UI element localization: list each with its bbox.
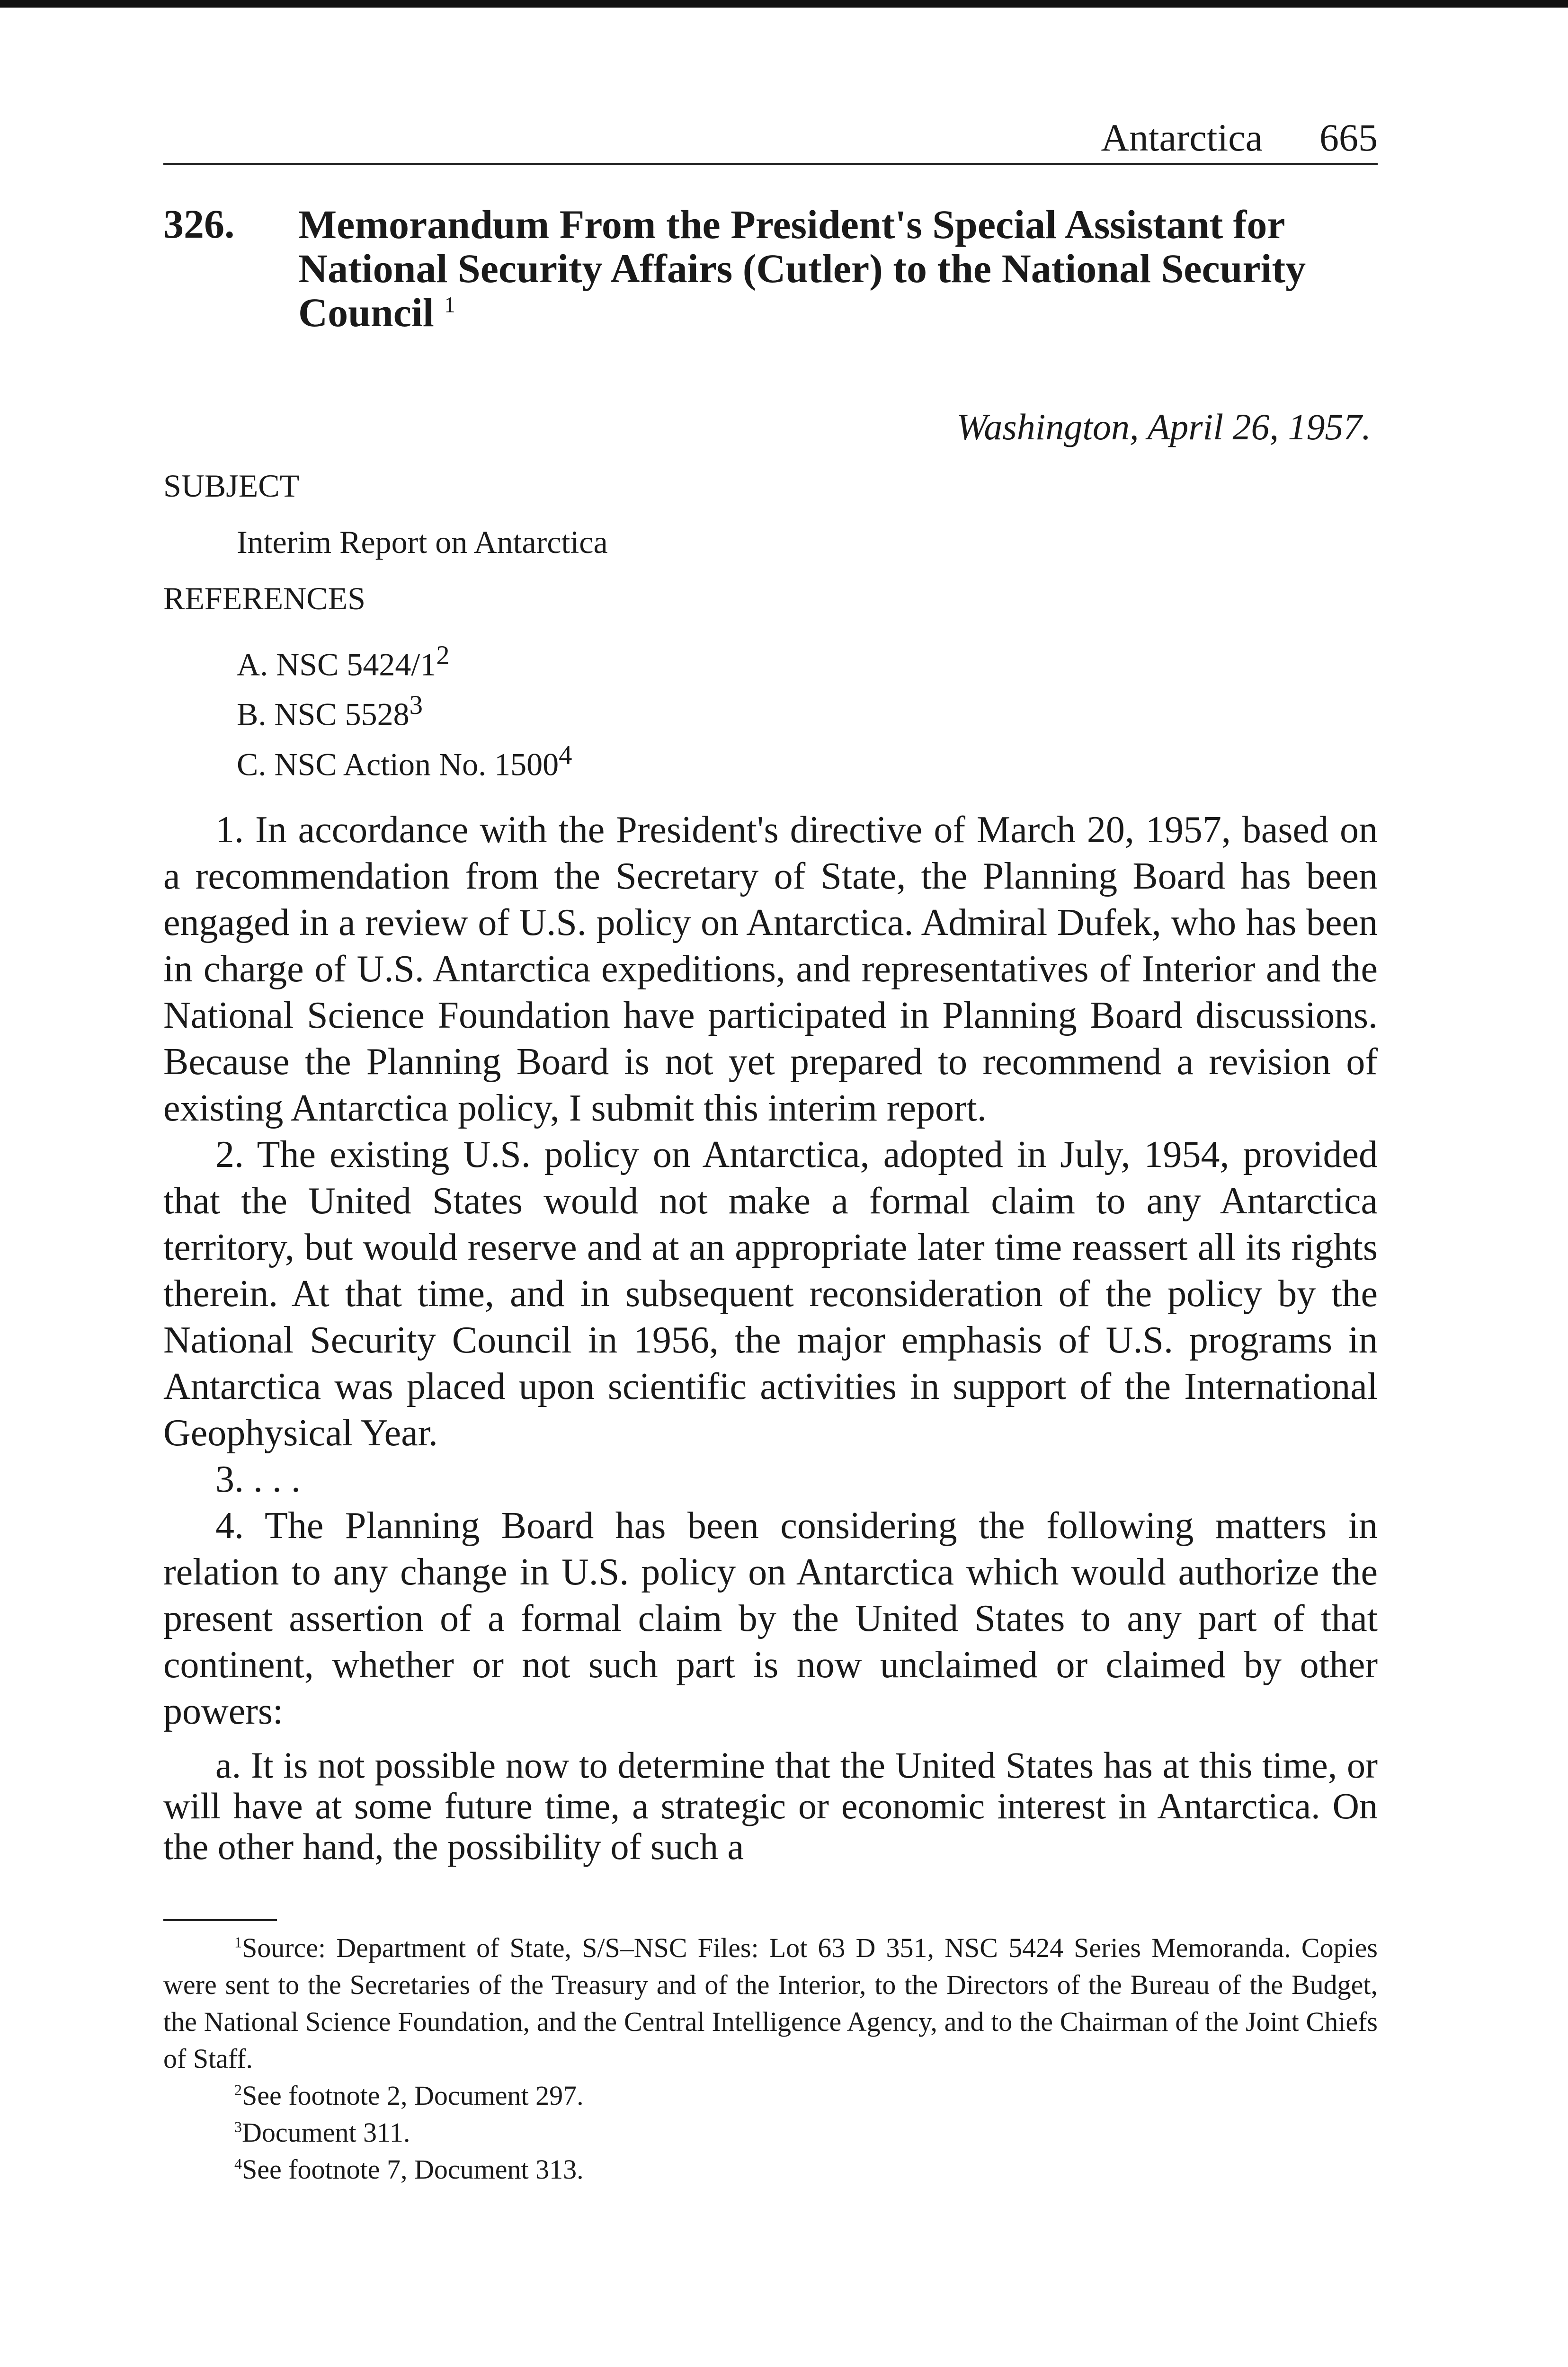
- reference-footnote-marker: 2: [436, 641, 450, 670]
- running-header: [163, 118, 1378, 165]
- page-number: 665: [1319, 116, 1378, 159]
- references-label: REFERENCES: [163, 580, 365, 616]
- footnote-divider: [163, 1919, 277, 1921]
- subparagraph-a: a. It is not possible now to determine that the United States has at this time, or will have at some future time, a strategic or economic interest in Antarctica. On the other hand, the possibility of such a: [163, 1744, 1378, 1868]
- paragraph-2: 2. The existing U.S. policy on Antarctica, adopted in July, 1954, provided that the United States would not make a formal claim to any Antarctica territory, but would reserve and at an appropriate later time reassert all its rights therein. At that time, and in subsequent reconsideration of the policy by the National Security Council in 1956, the major emphasis of U.S. programs in Antarctica was placed upon scientific activities in support of the International Geophysical Year.: [163, 1134, 1378, 1454]
- document-title: Memorandum From the President's Special Assistant for National Security Affairs (Cutler) to the National Security Council: [298, 202, 1306, 335]
- document-title-wrapper: [298, 203, 1378, 335]
- references-list: [237, 637, 1378, 787]
- reference-item: C. NSC Action No. 1500$^4$: [237, 740, 572, 783]
- footnote-4: $^4$See footnote 7, Document 313.: [234, 2154, 584, 2185]
- paragraph-1: 1. In accordance with the President's directive of March 20, 1957, based on a recommendation from the Secretary of State, the Planning Board has been engaged in a review of U.S. policy on Antarctica. Admiral Dufek, who has been in charge of U.S. Antarctica expeditions, and representatives of Interior and the National Science Foundation have participated in Planning Board discussions. Because the Planning Board is not yet prepared to recommend a revision of existing Antarctica policy, I submit this interim report.: [163, 809, 1378, 1130]
- paragraph-3: 3. . . .: [215, 1459, 301, 1501]
- title-footnote-marker: 1: [444, 293, 455, 318]
- page: [163, 118, 1378, 2188]
- footnote-2: $^2$See footnote 2, Document 297.: [234, 2080, 584, 2111]
- reference-footnote-marker: 3: [409, 691, 423, 721]
- document-heading: [163, 203, 1378, 335]
- reference-footnote-marker: 4: [559, 740, 572, 770]
- running-header-section: Antarctica: [1101, 116, 1263, 159]
- subject-text: Interim Report on Antarctica: [237, 524, 608, 560]
- reference-item: A. NSC $5424/1^2$: [237, 641, 450, 683]
- paragraph-4: 4. The Planning Board has been considering the following matters in relation to any change in U.S. policy on Antarctica which would authorize the present assertion of a formal claim by the United States to any part of that continent, whether or not such part is now unclaimed or claimed by other powers:: [163, 1505, 1378, 1733]
- dateline: Washington, April 26, 1957.: [956, 406, 1371, 447]
- memo-body: [163, 807, 1378, 1867]
- document-number: 326.: [163, 201, 235, 247]
- reference-item: B. NSC 5528$^3$: [237, 691, 423, 732]
- subject-label: SUBJECT: [163, 467, 300, 504]
- footnotes: [163, 1930, 1378, 2188]
- top-border: [0, 0, 1568, 8]
- footnote-3: $^3$Document 311.: [234, 2117, 410, 2148]
- footnote-1: $^1$Source: Department of State, S/S–NSC Files: Lot 63 D 351, NSC 5424 Series Memoranda. Copies were sent to the Secretaries of the Treasury and of the Interior, to the Directors of the Bureau of the Budget, the National Science Foundation, and the Central Intelligence Agency, and to the Chairman of the Joint Chiefs of Staff.: [163, 1932, 1378, 2074]
